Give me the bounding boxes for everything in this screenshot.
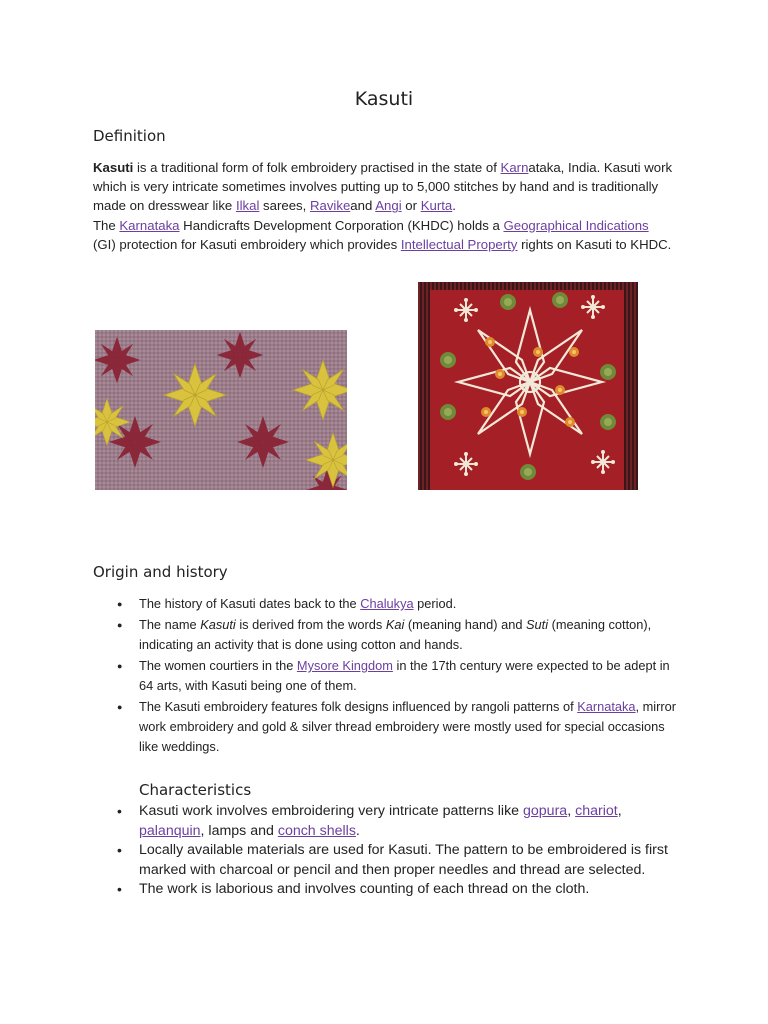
text-run: , xyxy=(567,803,576,819)
link-geographical-indications[interactable]: Geographical Indications xyxy=(503,217,649,233)
link-gopura[interactable]: gopura xyxy=(523,803,568,819)
origin-list xyxy=(117,594,677,758)
link-intellectual-property[interactable]: Intellectual Property xyxy=(400,236,518,252)
definition-paragraph xyxy=(93,158,673,254)
text-run: (meaning hand) and xyxy=(404,617,526,632)
text-run: . xyxy=(355,822,360,839)
text-run: is derived from the words xyxy=(235,617,386,632)
link-conch-shells[interactable]: conch shells xyxy=(277,822,356,839)
kasuti-bold: Kasuti xyxy=(93,160,134,175)
text-run: rights on Kasuti to KHDC. xyxy=(517,236,672,252)
text-run: , xyxy=(617,803,622,819)
text-run: ataka, India. Kasuti work which is very intricate sometimes involves putting up to 5,000 stitches by hand and is traditionally made on dresswear like xyxy=(93,160,673,214)
list-item xyxy=(117,697,677,757)
italic-term: Kai xyxy=(385,617,405,632)
link-chalukya[interactable]: Chalukya xyxy=(360,596,414,611)
list-item: • The work is laborious and involves counting of each thread on the cloth. xyxy=(117,880,677,900)
link-mysore-kingdom[interactable]: Mysore Kingdom xyxy=(296,658,393,673)
text-run: Handicrafts Development Corporation (KHDC) holds a xyxy=(179,217,504,233)
list-item xyxy=(117,594,677,614)
text-run: (GI) protection for Kasuti embroidery which provides xyxy=(93,236,401,252)
kasuti-embroidery-photo-lavender xyxy=(95,330,347,490)
link-kurta[interactable]: Kurta xyxy=(420,198,453,214)
characteristics-heading: Characteristics xyxy=(139,781,252,799)
kasuti-embroidery-photo-red xyxy=(418,282,638,490)
list-item xyxy=(117,802,677,841)
link-ilkal[interactable]: Ilkal xyxy=(235,198,260,214)
text-run: period. xyxy=(413,596,457,611)
link-chariot[interactable]: chariot xyxy=(575,803,618,819)
link-karnataka[interactable]: Karnataka xyxy=(119,217,180,233)
characteristics-list xyxy=(117,802,677,900)
text-run: The xyxy=(93,217,120,233)
italic-term: Kasuti xyxy=(200,617,236,632)
text-run: . xyxy=(452,198,456,214)
origin-heading: Origin and history xyxy=(93,563,228,581)
list-item xyxy=(117,656,677,696)
italic-term: Suti xyxy=(526,617,549,632)
list-item xyxy=(117,615,677,655)
text-run: sarees, xyxy=(259,198,310,214)
text-run: or xyxy=(401,198,421,214)
page-title: Kasuti xyxy=(354,88,414,110)
text-run: in the 17th century were expected to be adept in 64 arts, with Kasuti being one of them. xyxy=(139,658,670,693)
text-run: , lamps and xyxy=(200,822,278,839)
definition-heading: Definition xyxy=(93,127,166,145)
text-run: Kasuti work involves embroidering very intricate patterns like xyxy=(139,803,524,819)
text-run: (meaning cotton), indicating an activity that is done using cotton and hands. xyxy=(139,617,652,652)
text-run: The history of Kasuti dates back to the xyxy=(139,596,361,611)
text-run: , mirror work embroidery and gold & silver thread embroidery were mostly used for special occasions like weddings. xyxy=(139,699,677,754)
list-item: • Locally available materials are used for Kasuti. The pattern to be embroidered is first marked with charcoal or pencil and then proper needles and thread are selected. xyxy=(117,841,677,880)
link-ravike[interactable]: Ravike xyxy=(309,198,351,214)
text-run: is a traditional form of folk embroidery practised in the state of xyxy=(133,160,501,175)
link-karnataka-partial[interactable]: Karn xyxy=(500,160,529,175)
link-angi[interactable]: Angi xyxy=(375,198,402,214)
text-run: The name xyxy=(139,617,201,632)
text-run: and xyxy=(350,198,376,214)
text-run: The women courtiers in the xyxy=(139,658,297,673)
link-palanquin[interactable]: palanquin xyxy=(139,822,201,839)
link-karnataka-origin[interactable]: Karnataka xyxy=(577,699,636,714)
text-run: The Kasuti embroidery features folk designs influenced by rangoli patterns of xyxy=(139,699,578,714)
